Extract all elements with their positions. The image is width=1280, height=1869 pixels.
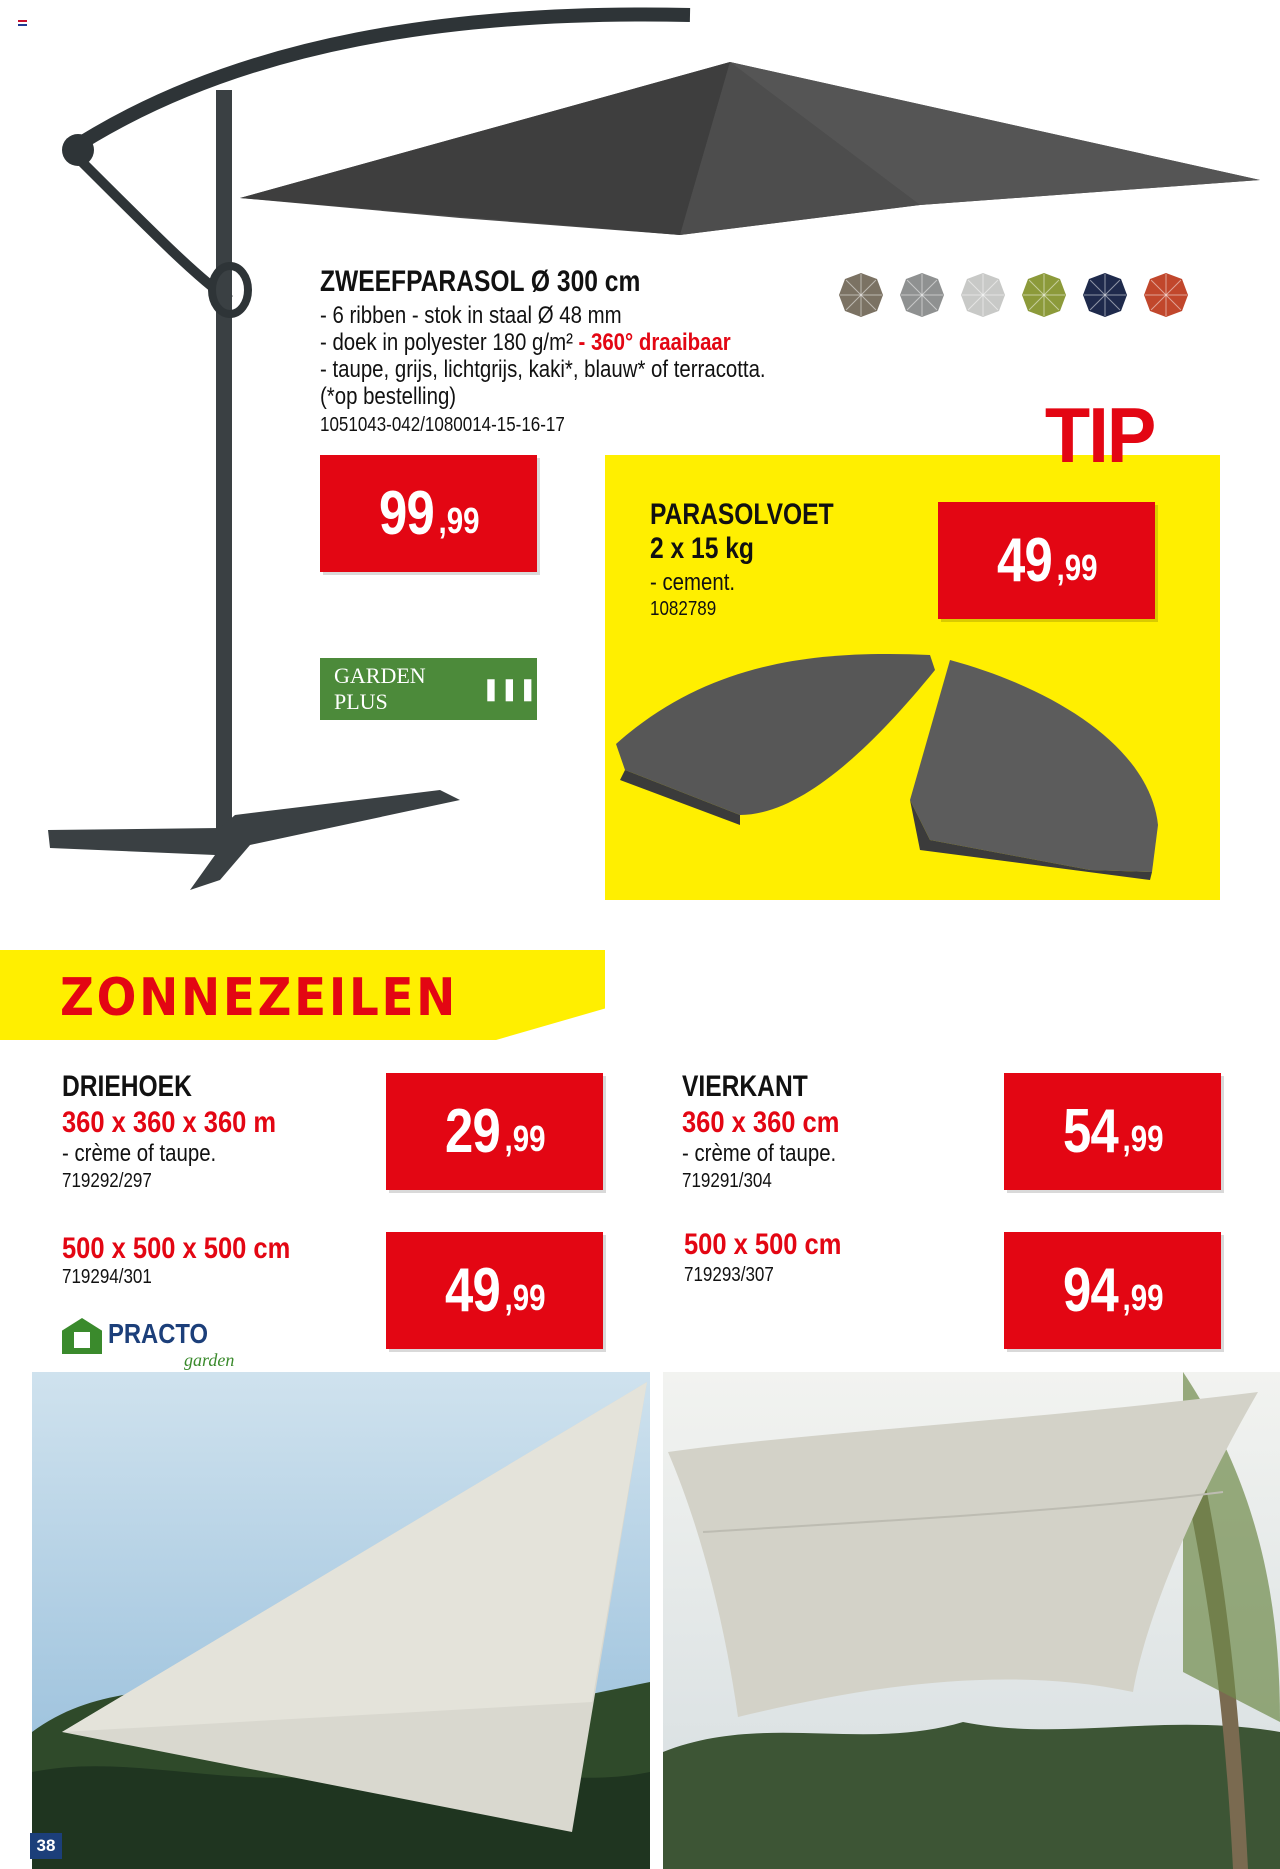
umbrella-lightgrey-icon xyxy=(960,272,1006,318)
parasol-spec-3: - taupe, grijs, lichtgrijs, kaki*, blauw* of terracotta. xyxy=(320,356,766,383)
parasolvoet-price xyxy=(938,502,1155,619)
parasol-spec-2 xyxy=(320,329,731,357)
umbrella-grey-icon xyxy=(899,272,945,318)
price-decimals: ,99 xyxy=(504,1117,546,1159)
price-decimals: ,99 xyxy=(1056,546,1098,588)
parasol-spec-2b: - 360° draaibaar xyxy=(572,329,731,356)
tip-label: TIP xyxy=(1044,391,1155,479)
driehoek-size-1: 360 x 360 x 360 m xyxy=(62,1106,277,1139)
driehoek-code-1: 719292/297 xyxy=(62,1170,152,1192)
vierkant-size-2: 500 x 500 cm xyxy=(684,1228,842,1261)
umbrella-taupe-icon xyxy=(838,272,884,318)
practo-name: PRACTO xyxy=(108,1318,209,1349)
price-integer: 49 xyxy=(997,525,1052,595)
parasol-price xyxy=(320,455,537,572)
driehoek-code-2: 719294/301 xyxy=(62,1266,152,1288)
garden-plus-logo xyxy=(320,658,537,720)
parasol-base-image xyxy=(610,640,1170,885)
cypress-trees-icon: ❚❚❚ xyxy=(481,676,537,701)
vierkant-code-1: 719291/304 xyxy=(682,1170,772,1192)
parasolvoet-title: PARASOLVOET xyxy=(650,498,834,531)
vierkant-price-2 xyxy=(1004,1232,1221,1349)
parasolvoet-weight: 2 x 15 kg xyxy=(650,532,754,565)
practo-house-icon xyxy=(62,1318,102,1354)
driehoek-title: DRIEHOEK xyxy=(62,1070,192,1103)
price-integer: 29 xyxy=(445,1096,500,1166)
garden-plus-text: GARDEN PLUS xyxy=(334,663,426,714)
triangle-shade-sail-photo xyxy=(32,1372,650,1869)
umbrella-khaki-icon xyxy=(1021,272,1067,318)
price-decimals: ,99 xyxy=(438,499,480,541)
umbrella-terracotta-icon xyxy=(1143,272,1189,318)
price-integer: 99 xyxy=(379,478,434,548)
driehoek-price-1 xyxy=(386,1073,603,1190)
parasol-title: ZWEEFPARASOL Ø 300 cm xyxy=(320,265,641,298)
umbrella-blue-icon xyxy=(1082,272,1128,318)
driehoek-price-2 xyxy=(386,1232,603,1349)
price-integer: 49 xyxy=(445,1255,500,1325)
price-decimals: ,99 xyxy=(1122,1276,1164,1318)
parasol-spec-1: - 6 ribben - stok in staal Ø 48 mm xyxy=(320,302,622,329)
price-decimals: ,99 xyxy=(504,1276,546,1318)
vierkant-title: VIERKANT xyxy=(682,1070,808,1103)
parasol-spec-4: (*op bestelling) xyxy=(320,383,457,410)
parasolvoet-code: 1082789 xyxy=(650,598,717,620)
vierkant-detail: - crème of taupe. xyxy=(682,1140,837,1167)
flag-icon xyxy=(18,20,27,27)
parasolvoet-detail: - cement. xyxy=(650,569,736,596)
practo-sub: garden xyxy=(184,1350,235,1370)
price-decimals: ,99 xyxy=(1122,1117,1164,1159)
price-integer: 54 xyxy=(1063,1096,1118,1166)
parasol-spec-2a: - doek in polyester 180 g/m² xyxy=(320,329,573,356)
parasol-article-code: 1051043-042/1080014-15-16-17 xyxy=(320,414,565,436)
square-shade-sail-photo xyxy=(663,1372,1280,1869)
driehoek-size-2: 500 x 500 x 500 cm xyxy=(62,1232,291,1265)
price-integer: 94 xyxy=(1063,1255,1118,1325)
page-number: 38 xyxy=(30,1833,62,1859)
driehoek-detail: - crème of taupe. xyxy=(62,1140,217,1167)
vierkant-price-1 xyxy=(1004,1073,1221,1190)
vierkant-size-1: 360 x 360 cm xyxy=(682,1106,840,1139)
section-title: ZONNEZEILEN xyxy=(60,968,459,1028)
vierkant-code-2: 719293/307 xyxy=(684,1264,774,1286)
